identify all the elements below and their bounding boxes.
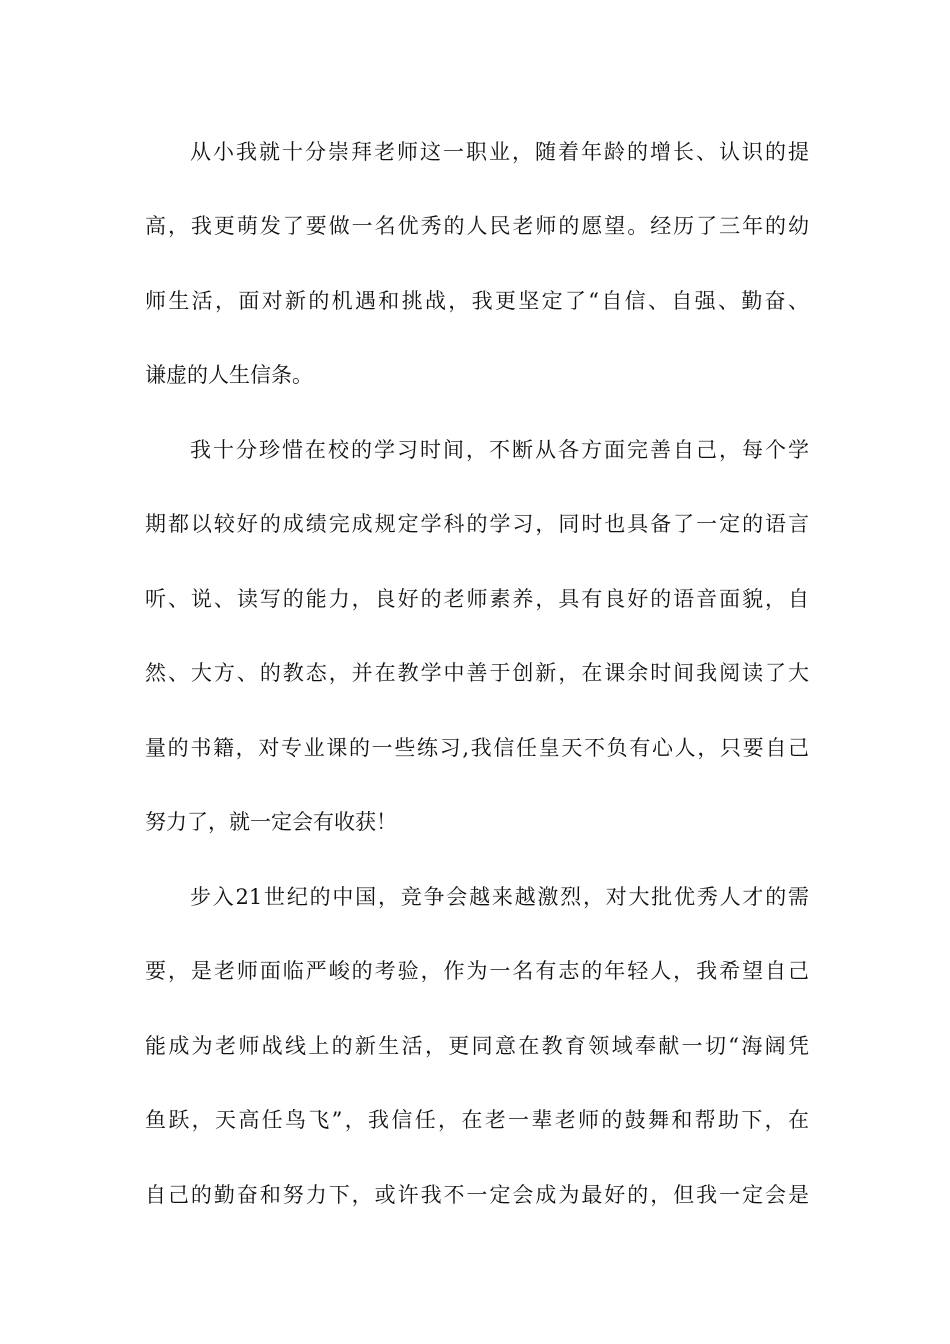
paragraph-1-line-3: 师生活，面对新的机遇和挑战，我更坚定了“自信、自强、勤奋、 [145,289,809,313]
paragraph-3-line-4: 鱼跃，天高任鸟飞”，我信任，在老一辈老师的鼓舞和帮助下，在 [145,1108,809,1132]
paragraph-2-line-2: 期都以较好的成绩完成规定学科的学习，同时也具备了一定的语言 [145,512,809,536]
paragraph-2-line-6: 努力了，就一定会有收获！ [145,810,397,834]
paragraph-3-line-5: 自己的勤奋和努力下，或许我不一定会成为最好的，但我一定会是 [145,1183,809,1207]
paragraph-3-line-1: 步入21世纪的中国，竞争会越来越激烈，对大批优秀人才的需 [190,885,809,909]
paragraph-2-line-1: 我十分珍惜在校的学习时间，不断从各方面完善自己，每个学 [190,438,809,462]
paragraph-1-line-2: 高，我更萌发了要做一名优秀的人民老师的愿望。经历了三年的幼 [145,214,809,238]
paragraph-3-line-3: 能成为老师战线上的新生活，更同意在教育领域奉献一切“海阔凭 [145,1034,809,1058]
paragraph-2-line-5: 量的书籍，对专业课的一些练习,我信任皇天不负有心人，只要自己 [145,736,809,760]
paragraph-1-line-1: 从小我就十分崇拜老师这一职业，随着年龄的增长、认识的提 [190,140,809,164]
paragraph-2-line-4: 然、大方、的教态，并在教学中善于创新，在课余时间我阅读了大 [145,661,809,685]
paragraph-1-line-4: 谦虚的人生信条。 [145,363,313,387]
paragraph-2-line-3: 听、说、读写的能力，良好的老师素养，具有良好的语音面貌，自 [145,587,809,611]
paragraph-3-line-2: 要，是老师面临严峻的考验，作为一名有志的年轻人，我希望自己 [145,959,809,983]
